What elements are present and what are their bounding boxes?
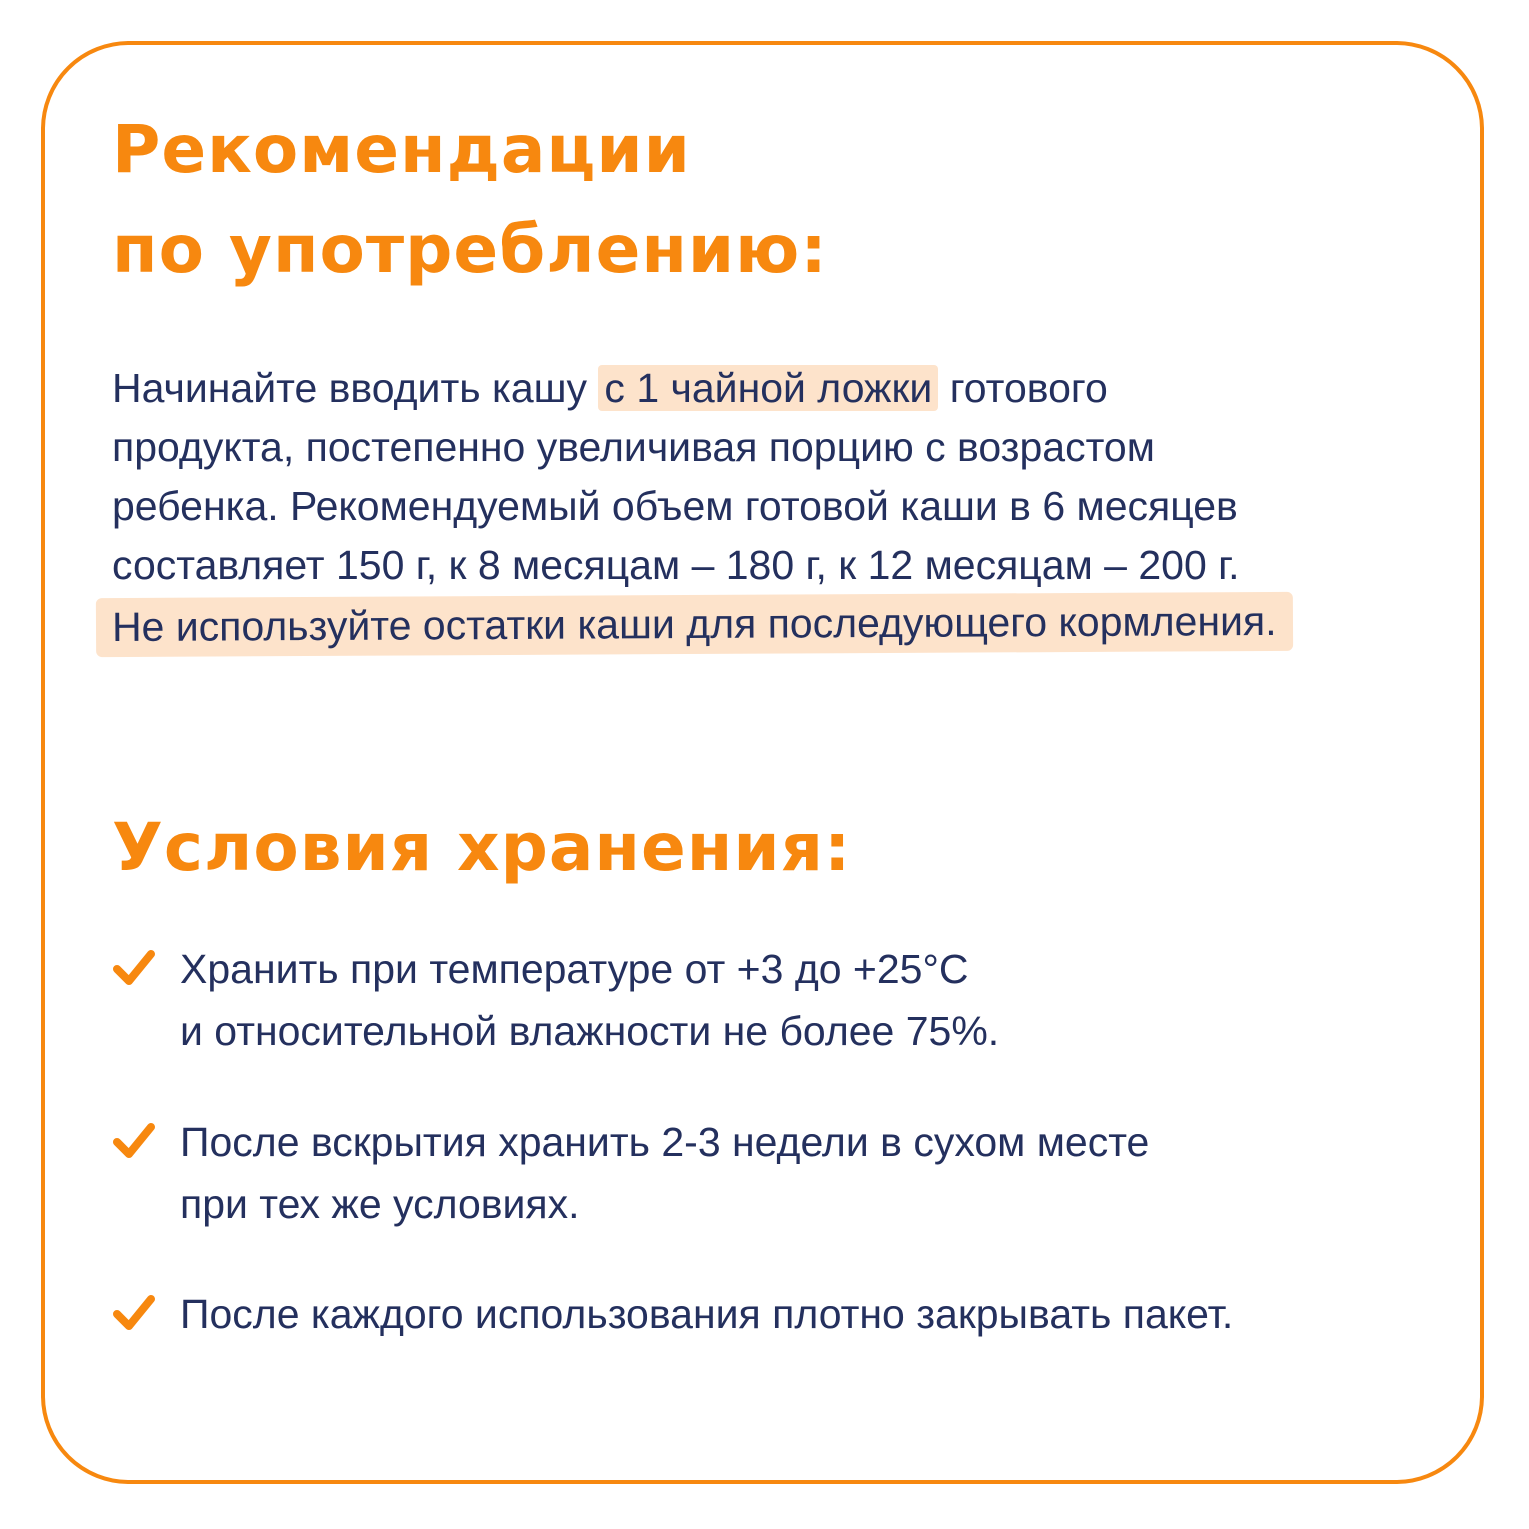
storage-item-line: Хранить при температуре от +3 до +25°С xyxy=(180,946,969,992)
teaspoon-highlight: с 1 чайной ложки xyxy=(598,365,938,411)
usage-line-1-end: готового xyxy=(938,365,1108,411)
usage-heading-line1: Рекомендации xyxy=(112,111,691,188)
storage-item-line: при тех же условиях. xyxy=(180,1181,580,1227)
storage-heading: Условия хранения: xyxy=(112,809,852,886)
storage-item-line: и относительной влажности не более 75%. xyxy=(180,1008,1000,1054)
usage-line-5 xyxy=(112,595,1293,654)
checkmark-icon xyxy=(112,1293,156,1333)
storage-item-line: После вскрытия хранить 2-3 недели в сухом месте xyxy=(180,1119,1150,1165)
usage-paragraph xyxy=(112,359,1293,654)
usage-heading-line2: по употреблению: xyxy=(112,211,828,288)
storage-item-temperature xyxy=(112,938,999,1062)
storage-item-text xyxy=(180,1283,1233,1345)
checkmark-icon xyxy=(112,1121,156,1161)
storage-item-line: После каждого использования плотно закрывать пакет. xyxy=(180,1291,1234,1337)
storage-item-text xyxy=(180,1111,1149,1235)
checkmark-icon xyxy=(112,948,156,988)
usage-line-1-start: Начинайте вводить кашу xyxy=(112,365,599,411)
storage-item-close-package xyxy=(112,1283,1233,1345)
usage-line-2: продукта, постепенно увеличивая порцию с возрастом xyxy=(112,424,1155,470)
leftovers-warning-highlight: Не используйте остатки каши для последующего кормления. xyxy=(96,592,1293,657)
storage-item-text xyxy=(180,938,999,1062)
usage-heading xyxy=(112,100,828,300)
usage-line-4: составляет 150 г, к 8 месяцам – 180 г, к 12 месяцам – 200 г. xyxy=(112,542,1240,588)
usage-line-1 xyxy=(112,359,1293,418)
storage-item-after-opening xyxy=(112,1111,1149,1235)
usage-line-3: ребенка. Рекомендуемый объем готовой каши в 6 месяцев xyxy=(112,483,1238,529)
